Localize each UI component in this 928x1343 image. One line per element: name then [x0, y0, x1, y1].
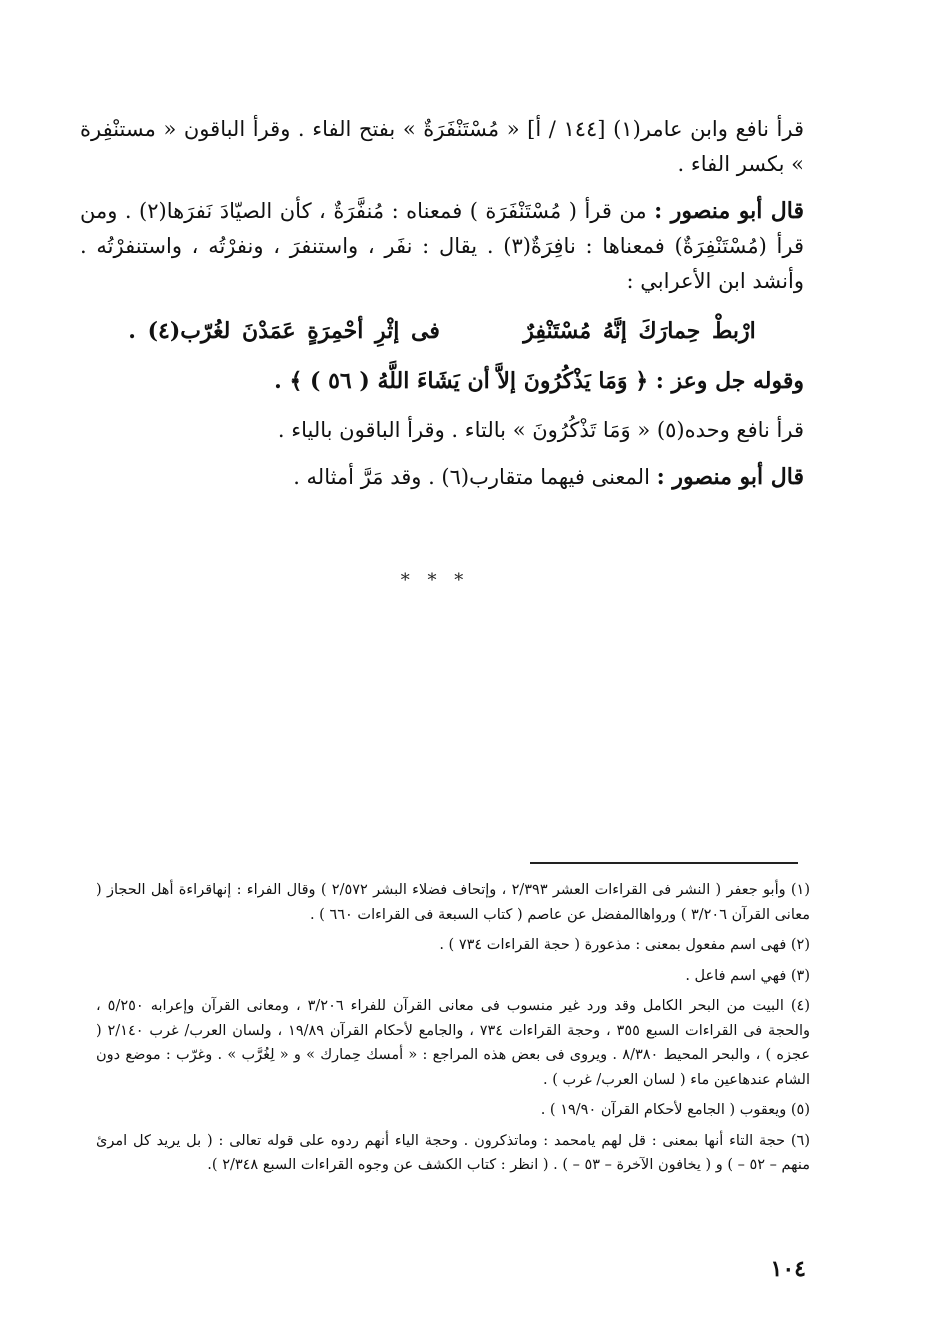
footnote-divider — [530, 862, 798, 864]
footnote-2: (٢) فهى اسم مفعول بمعنى : مذعورة ( حجة القراءات ٧٣٤ ) . — [439, 937, 810, 953]
footnote-3: (٣) فهي اسم فاعل . — [685, 967, 810, 984]
page-number: ١٠٤ — [770, 1256, 806, 1282]
footnotes — [96, 878, 810, 1184]
paragraph-reading-variants-2: قرأ نافع وحده(٥) « وَمَا تَذْكُرُونَ » بالتاء . وقرأ الباقون بالياء . — [277, 418, 804, 442]
main-text — [80, 112, 804, 507]
paragraph-lead: قال أبو منصور : — [656, 464, 804, 490]
paragraph-text: المعنى فيهما متقارب(٦) . وقد مَرَّ أمثاله . — [293, 465, 650, 489]
paragraph-abu-mansur-commentary — [80, 194, 804, 299]
footnote-4: (٤) البيت من البحر الكامل وقد ورد غير منسوب فى معانى القرآن للفراء ٣/٢٠٦ ، ومعانى القرآن وإعرابه ٥/٢٥٠ ، والحجة فى القراءات السبع ٣٥٥ ، وحجة القراءات ٧٣٤ ، والجامع لأحكام القرآن ١٩/٨٩ ، ولسان العرب/ غرب ٢/١٤٠ ( عجزه ) ، والبحر المحيط ٨/٣٨٠ . ويروى فى بعض هذه المراجع : « أمسك حِمارك » و « لِغُرَّب » . وغرّب : موضع دون الشام عندهاعين ماء ( لسان العرب/ غرب ) . — [96, 998, 810, 1088]
footnote-5: (٥) ويعقوب ( الجامع لأحكام القرآن ١٩/٩٠ ) . — [540, 1102, 810, 1118]
paragraph-text: من قرأ ( مُسْتَنْفَرَة ) فمعناه : مُنفَّرَةٌ ، كأن الصيّادَ نَفرَها(٢) . ومن قرأ (مُسْتَنْفِرَةٌ) فمعناها : نافِرَةٌ(٣) . يقال : نفَر ، واستنفرَ ، ونفرْتُه ، واستنفرْتُه . وأنشد ابن الأعرابي : — [80, 199, 804, 293]
verse-second-hemistich: فى إثْرِ أحْمِرَةٍ عَمَدْنَ لغُرّب(٤) . — [128, 318, 440, 344]
paragraph-lead: قال أبو منصور : — [654, 198, 804, 224]
quran-verse-line: وقوله جل وعز : ﴿ وَمَا يَذْكُرُونَ إلاَّ أن يَشَاءَ اللَّهُ ( ٥٦ ) ﴾ . — [274, 368, 804, 394]
section-separator: * * * — [400, 570, 470, 591]
footnote-1: (١) وأبو جعفر ( النشر فى القراءات العشر ٢/٣٩٣ ، وإتحاف فضلاء البشر ٢/٥٧٢ ) وقال الفراء : إنهاقراءة أهل الحجاز ( معانى القرآن ٣/٢٠٦ ) ورواهاالمفضل عن عاصم ( كتاب السبعة فى القراءات ٦٦٠ ) . — [96, 882, 811, 923]
poetry-verse — [80, 311, 804, 351]
paragraph-abu-mansur-conclusion — [80, 460, 804, 495]
verse-first-hemistich: ارْبطْ حِمارَكَ إنَّهُ مُسْتَنْفِرٌ — [523, 318, 756, 344]
paragraph-reading-variants: قرأ نافع وابن عامر(١) [١٤٤ / أ] « مُسْتَنْفَرَةٌ » بفتح الفاء . وقرأ الباقون « مستنْفِرة » بكسر الفاء . — [80, 117, 805, 176]
footnote-6: (٦) حجة التاء أنها بمعنى : قل لهم يامحمد : وماتذكرون . وحجة الياء أنهم ردوه على قوله تعالى : ( بل يريد كل امرئ منهم – ٥٢ – ) و ( يخافون الآخرة – ٥٣ – ) . ( انظر : كتاب الكشف عن وجوه القراءات السبع ٢/٣٤٨ ). — [96, 1132, 810, 1173]
